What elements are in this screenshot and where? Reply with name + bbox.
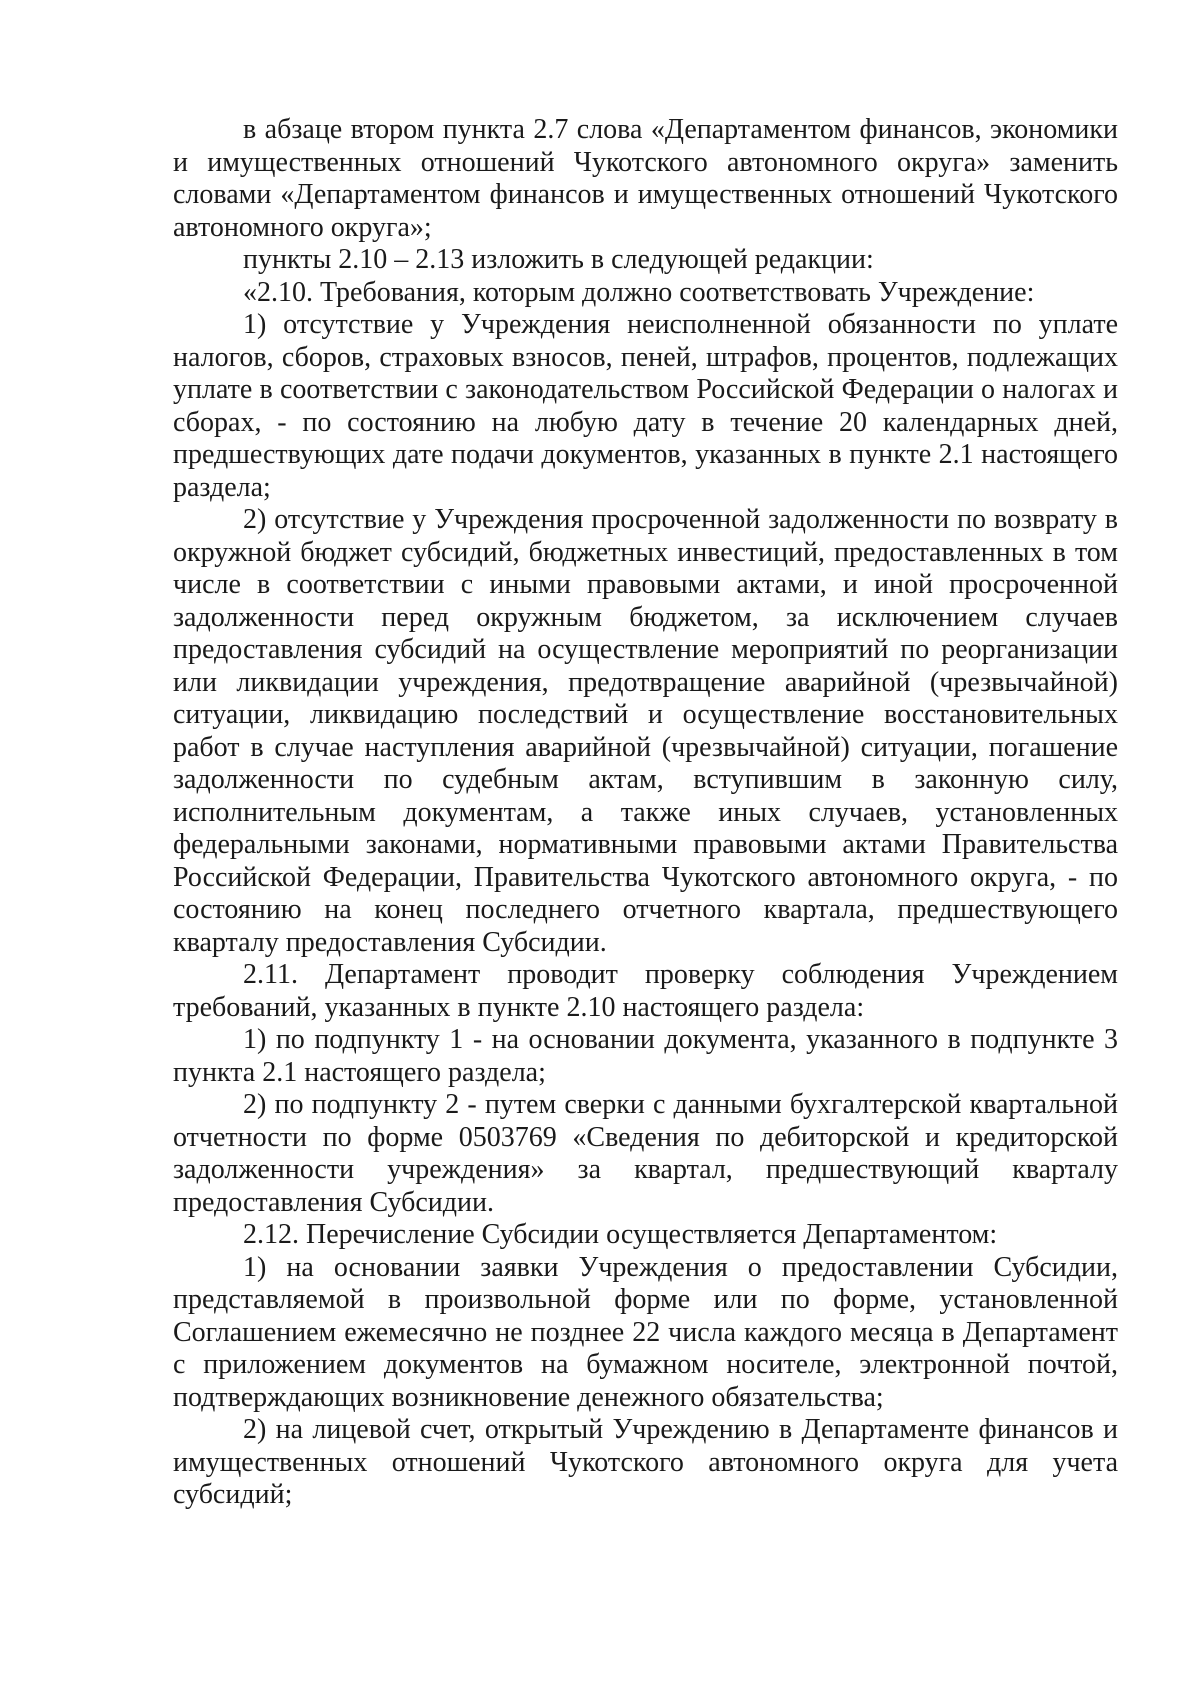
paragraph-2-10-item-1: 1) отсутствие у Учреждения неисполненной обязанности по уплате налогов, сборов, страховых взносов, пеней, штрафов, процентов, подлежащих уплате в соответствии с законодательством Российской Федерации о налогах и сборах, - по состоянию на любую дату в течение 20 календарных дней, предшествующих дате подачи документов, указанных в пункте 2.1 настоящего раздела; xyxy=(173,309,1118,503)
document-body xyxy=(173,114,1118,1512)
paragraph-2-10-item-2: 2) отсутствие у Учреждения просроченной задолженности по возврату в окружной бюджет субсидий, бюджетных инвестиций, предоставленных в том числе в соответствии с иными правовыми актами, и иной просроченной задолженности перед окружным бюджетом, за исключением случаев предоставления субсидий на осуществление мероприятий по реорганизации или ликвидации учреждения, предотвращение аварийной (чрезвычайной) ситуации, ликвидацию последствий и осуществление восстановительных работ в случае наступления аварийной (чрезвычайной) ситуации, погашение задолженности по судебным актам, вступившим в законную силу, исполнительным документам, а также иных случаев, установленных федеральными законами, нормативными правовыми актами Правительства Российской Федерации, Правительства Чукотского автономного округа, - по состоянию на конец последнего отчетного квартала, предшествующего кварталу предоставления Субсидии. xyxy=(173,504,1118,958)
paragraph-2-12-item-2: 2) на лицевой счет, открытый Учреждению в Департаменте финансов и имущественных отношений Чукотского автономного округа для учета субсидий; xyxy=(173,1414,1118,1510)
paragraph-amendment-2-10-2-13: пункты 2.10 – 2.13 изложить в следующей редакции: xyxy=(243,244,874,275)
paragraph-2-11-item-1: 1) по подпункту 1 - на основании документа, указанного в подпункте 3 пункта 2.1 настоящего раздела; xyxy=(173,1024,1118,1088)
paragraph-amendment-2-7: в абзаце втором пункта 2.7 слова «Департаментом финансов, экономики и имущественных отношений Чукотского автономного округа» заменить словами «Департаментом финансов и имущественных отношений Чукотского автономного округа»; xyxy=(173,114,1118,243)
paragraph-2-11-heading: 2.11. Департамент проводит проверку соблюдения Учреждением требований, указанных в пункте 2.10 настоящего раздела: xyxy=(173,959,1118,1023)
paragraph-2-12-heading: 2.12. Перечисление Субсидии осуществляется Департаментом: xyxy=(243,1219,998,1250)
paragraph-2-12-item-1: 1) на основании заявки Учреждения о предоставлении Субсидии, представляемой в произвольной форме или по форме, установленной Соглашением ежемесячно не позднее 22 числа каждого месяца в Департамент с приложением документов на бумажном носителе, электронной почтой, подтверждающих возникновение денежного обязательства; xyxy=(173,1251,1118,1413)
paragraph-2-11-item-2: 2) по подпункту 2 - путем сверки с данными бухгалтерской квартальной отчетности по форме 0503769 «Сведения по дебиторской и кредиторской задолженности учреждения» за квартал, предшествующий кварталу предоставления Субсидии. xyxy=(173,1089,1118,1218)
paragraph-2-10-heading: «2.10. Требования, которым должно соответствовать Учреждение: xyxy=(243,276,1035,308)
